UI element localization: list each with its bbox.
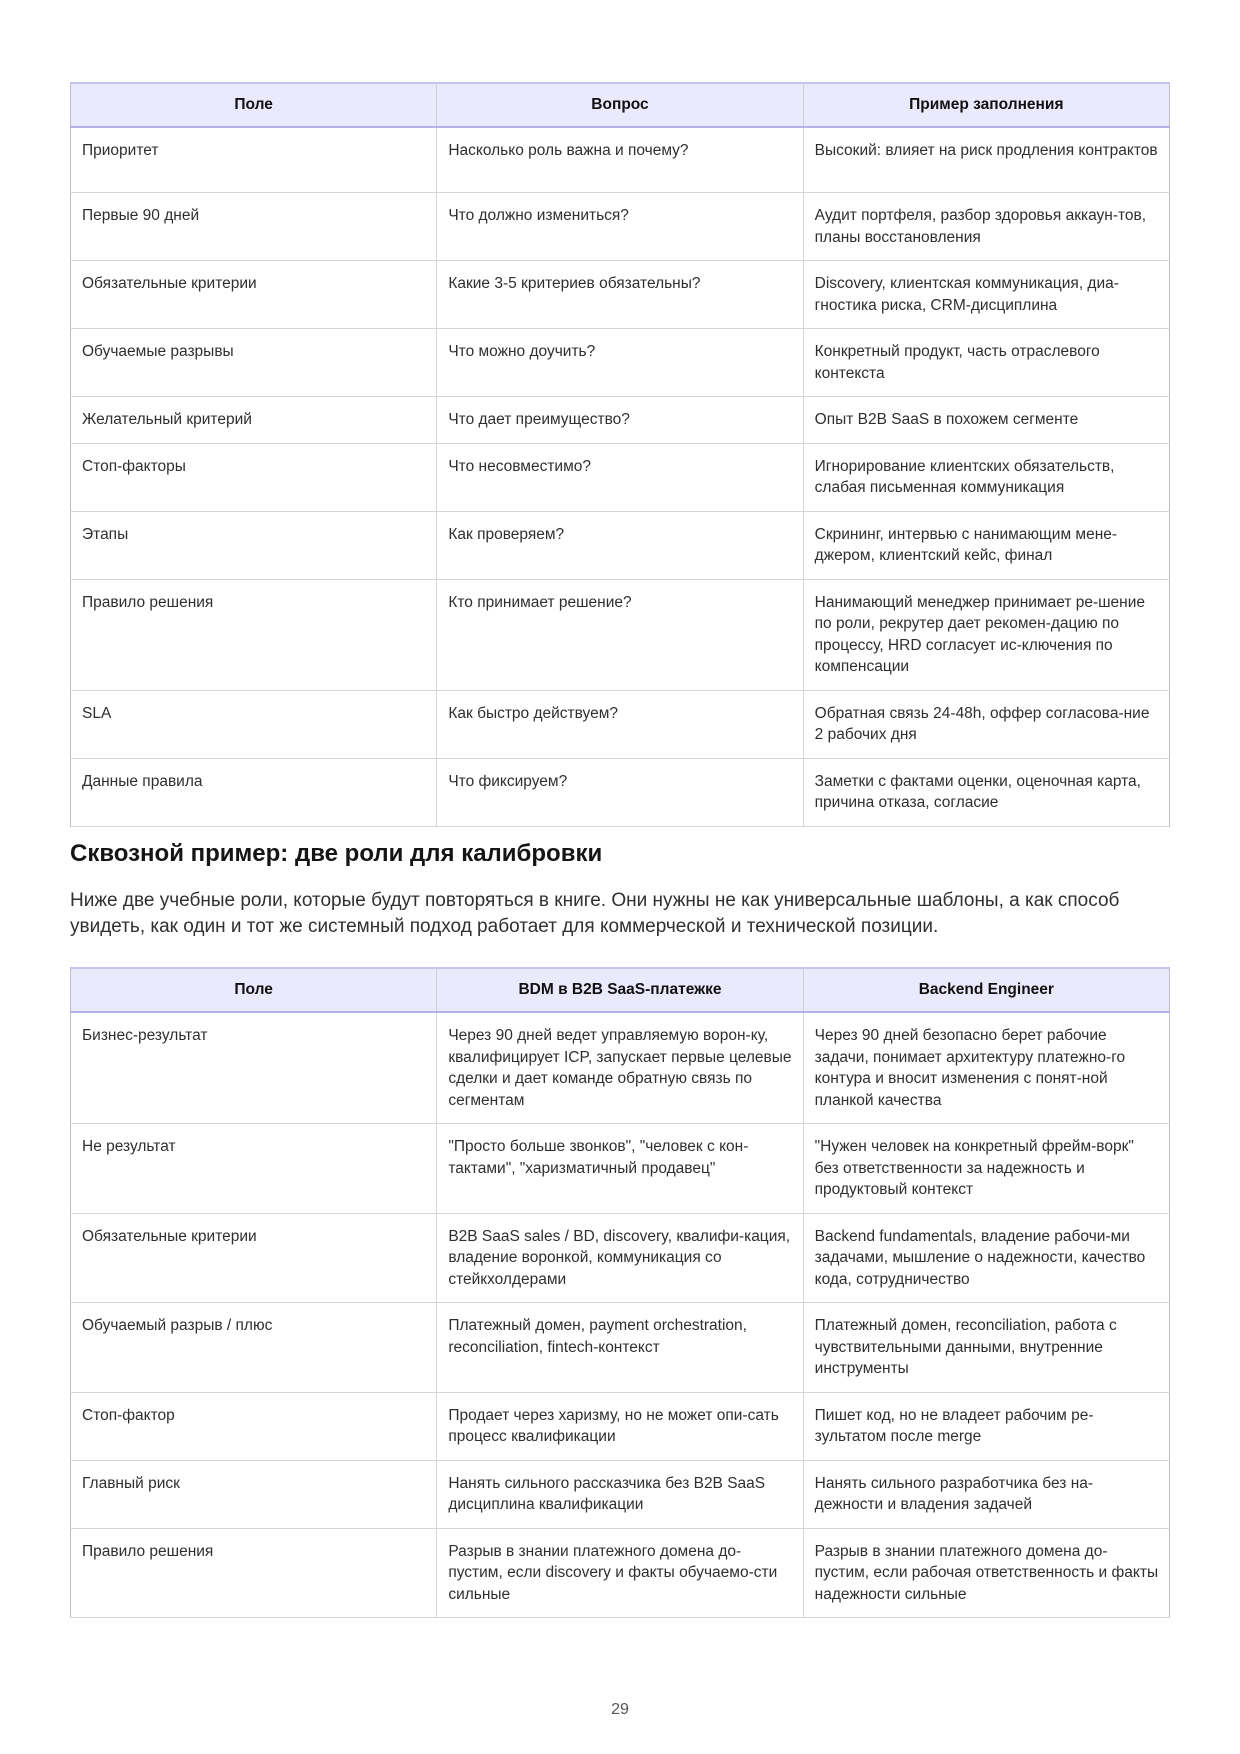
table-cell: Платежный домен, payment orchestration, reconciliation, fintech-контекст <box>437 1303 803 1393</box>
table-cell: Обязательные критерии <box>71 261 437 329</box>
table-row <box>71 1303 1170 1393</box>
table-cell: Правило решения <box>71 1528 437 1618</box>
table-cell: Платежный домен, reconciliation, работа с чувствительными данными, внутренние инструменты <box>803 1303 1169 1393</box>
column-header: Поле <box>71 83 437 127</box>
table-row <box>71 329 1170 397</box>
table-cell: Нанять сильного разработчика без на-дежности и владения задачей <box>803 1460 1169 1528</box>
table-cell: Что должно измениться? <box>437 193 803 261</box>
table-cell: Приоритет <box>71 127 437 193</box>
table-cell: Кто принимает решение? <box>437 579 803 690</box>
table-cell: Не результат <box>71 1124 437 1214</box>
table-cell: Главный риск <box>71 1460 437 1528</box>
column-header: Поле <box>71 968 437 1012</box>
table-cell: Первые 90 дней <box>71 193 437 261</box>
table-header-row <box>71 83 1170 127</box>
table-row <box>71 1012 1170 1124</box>
table-cell: Через 90 дней ведет управляемую ворон-ку, квалифицирует ICP, запускает первые целевые сделки и дает команде обратную связь по сегментам <box>437 1012 803 1124</box>
column-header: BDM в B2B SaaS-платежке <box>437 968 803 1012</box>
page-content <box>70 82 1170 1603</box>
calibration-roles-table <box>70 967 1170 1618</box>
table-row <box>71 443 1170 511</box>
table-row <box>71 1528 1170 1618</box>
table-cell: Высокий: влияет на риск продления контрактов <box>803 127 1169 193</box>
table-cell: Заметки с фактами оценки, оценочная карта, причина отказа, согласие <box>803 758 1169 826</box>
table-header-row <box>71 968 1170 1012</box>
table-row <box>71 1460 1170 1528</box>
table-row <box>71 1392 1170 1460</box>
table-row <box>71 1213 1170 1303</box>
table-cell: Нанимающий менеджер принимает ре-шение по роли, рекрутер дает рекомен-дацию по процессу, HRD согласует ис-ключения по компенсации <box>803 579 1169 690</box>
table-cell: Разрыв в знании платежного домена до-пустим, если рабочая ответственность и факты надежности сильные <box>803 1528 1169 1618</box>
table-cell: Обязательные критерии <box>71 1213 437 1303</box>
column-header: Пример заполнения <box>803 83 1169 127</box>
table-cell: Обучаемый разрыв / плюс <box>71 1303 437 1393</box>
table-row <box>71 1124 1170 1214</box>
table-cell: Разрыв в знании платежного домена до-пустим, если discovery и факты обучаемо-сти сильные <box>437 1528 803 1618</box>
table-cell: Что фиксируем? <box>437 758 803 826</box>
table-cell: Что можно доучить? <box>437 329 803 397</box>
table-cell: Обучаемые разрывы <box>71 329 437 397</box>
table-cell: Игнорирование клиентских обязательств, слабая письменная коммуникация <box>803 443 1169 511</box>
table-cell: Аудит портфеля, разбор здоровья аккаун-тов, планы восстановления <box>803 193 1169 261</box>
table-row <box>71 758 1170 826</box>
table-cell: Опыт B2B SaaS в похожем сегменте <box>803 397 1169 444</box>
role-profile-table <box>70 82 1170 827</box>
table-cell: Backend fundamentals, владение рабочи-ми задачами, мышление о надежности, качество кода, сотрудничество <box>803 1213 1169 1303</box>
table-cell: "Нужен человек на конкретный фрейм-ворк" без ответственности за надежность и продуктовый контекст <box>803 1124 1169 1214</box>
column-header: Backend Engineer <box>803 968 1169 1012</box>
table-row <box>71 127 1170 193</box>
table-row <box>71 579 1170 690</box>
table-cell: Какие 3-5 критериев обязательны? <box>437 261 803 329</box>
table-cell: Данные правила <box>71 758 437 826</box>
table-cell: Стоп-факторы <box>71 443 437 511</box>
table-cell: Что дает преимущество? <box>437 397 803 444</box>
table-row <box>71 193 1170 261</box>
table-cell: B2B SaaS sales / BD, discovery, квалифи-кация, владение воронкой, коммуникация со стейкхолдерами <box>437 1213 803 1303</box>
table-cell: Бизнес-результат <box>71 1012 437 1124</box>
table-row <box>71 690 1170 758</box>
table-cell: Нанять сильного рассказчика без B2B SaaS дисциплина квалификации <box>437 1460 803 1528</box>
table-cell: Стоп-фактор <box>71 1392 437 1460</box>
table-row <box>71 261 1170 329</box>
table-cell: Пишет код, но не владеет рабочим ре-зультатом после merge <box>803 1392 1169 1460</box>
table-cell: Обратная связь 24-48h, оффер согласова-ние 2 рабочих дня <box>803 690 1169 758</box>
table-row <box>71 397 1170 444</box>
table-cell: Что несовместимо? <box>437 443 803 511</box>
section-intro-paragraph: Ниже две учебные роли, которые будут повторяться в книге. Они нужны не как универсальные шаблоны, а как способ увидеть, как один и тот же системный подход работает для коммерческой и технической позиции. <box>70 890 1120 937</box>
table-cell: Продает через харизму, но не может опи-сать процесс квалификации <box>437 1392 803 1460</box>
table-cell: Через 90 дней безопасно берет рабочие задачи, понимает архитектуру платежно-го контура и вносит изменения с понят-ной планкой качества <box>803 1012 1169 1124</box>
table-cell: Желательный критерий <box>71 397 437 444</box>
table-cell: Скрининг, интервью с нанимающим мене-джером, клиентский кейс, финал <box>803 511 1169 579</box>
table-cell: SLA <box>71 690 437 758</box>
table-cell: Как проверяем? <box>437 511 803 579</box>
table-cell: Этапы <box>71 511 437 579</box>
table-row <box>71 511 1170 579</box>
table-cell: Discovery, клиентская коммуникация, диа-гностика риска, CRM-дисциплина <box>803 261 1169 329</box>
table-cell: Насколько роль важна и почему? <box>437 127 803 193</box>
calibration-table-wrapper <box>70 967 1170 1618</box>
table-cell: "Просто больше звонков", "человек с кон-тактами", "харизматичный продавец" <box>437 1124 803 1214</box>
column-header: Вопрос <box>437 83 803 127</box>
table-cell: Как быстро действуем? <box>437 690 803 758</box>
table-cell: Конкретный продукт, часть отраслевого контекста <box>803 329 1169 397</box>
table-cell: Правило решения <box>71 579 437 690</box>
section-heading: Сквозной пример: две роли для калибровки <box>70 840 603 867</box>
page-number: 29 <box>611 1701 629 1718</box>
